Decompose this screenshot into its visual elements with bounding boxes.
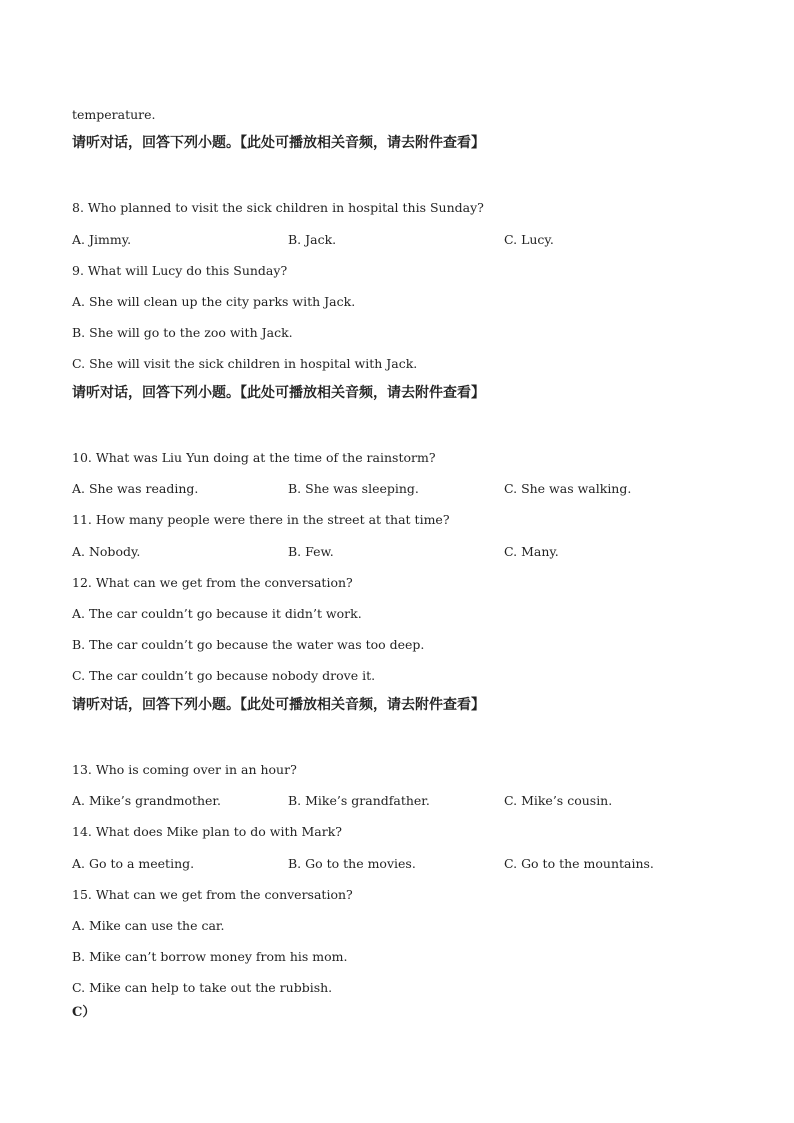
q12-option-a: A. The car couldn’t go because it didn’t work.: [72, 606, 362, 621]
question-14: 14. What does Mike plan to do with Mark?: [72, 824, 343, 839]
question-10: 10. What was Liu Yun doing at the time of the rainstorm?: [72, 450, 436, 465]
q12-option-b: B. The car couldn’t go because the water was too deep.: [72, 637, 425, 652]
q8-option-b: B. Jack.: [288, 232, 337, 247]
question-12: 12. What can we get from the conversation?: [72, 575, 353, 590]
q13-option-a: A. Mike’s grandmother.: [72, 793, 222, 808]
q10-option-b: B. She was sleeping.: [288, 481, 419, 496]
q10-option-c: C. She was walking.: [504, 481, 632, 496]
q9-option-b: B. She will go to the zoo with Jack.: [72, 325, 293, 340]
question-15: 15. What can we get from the conversation?: [72, 887, 353, 902]
q9-option-c: C. She will visit the sick children in hospital with Jack.: [72, 356, 418, 371]
q8-option-c: C. Lucy.: [504, 232, 554, 247]
continued-text: temperature.: [72, 107, 156, 122]
q14-option-b: B. Go to the movies.: [288, 856, 416, 871]
question-8: 8. Who planned to visit the sick children in hospital this Sunday?: [72, 200, 484, 215]
q10-option-a: A. She was reading.: [72, 481, 199, 496]
q13-option-b: B. Mike’s grandfather.: [288, 793, 430, 808]
q15-option-a: A. Mike can use the car.: [72, 918, 225, 933]
q15-option-c: C. Mike can help to take out the rubbish.: [72, 980, 333, 995]
section-label: C）: [72, 1005, 96, 1020]
question-9: 9. What will Lucy do this Sunday?: [72, 263, 288, 278]
q11-option-c: C. Many.: [504, 544, 559, 559]
question-11: 11. How many people were there in the street at that time?: [72, 512, 450, 527]
q14-option-a: A. Go to a meeting.: [72, 856, 195, 871]
q11-option-b: B. Few.: [288, 544, 334, 559]
q11-option-a: A. Nobody.: [72, 544, 141, 559]
listening-instruction: 请听对话，回答下列小题。【此处可播放相关音频，请去附件查看】: [72, 385, 485, 401]
listening-instruction: 请听对话，回答下列小题。【此处可播放相关音频，请去附件查看】: [72, 135, 485, 151]
listening-instruction: 请听对话，回答下列小题。【此处可播放相关音频，请去附件查看】: [72, 697, 485, 713]
question-13: 13. Who is coming over in an hour?: [72, 762, 297, 777]
q13-option-c: C. Mike’s cousin.: [504, 793, 613, 808]
q14-option-c: C. Go to the mountains.: [504, 856, 654, 871]
q8-option-a: A. Jimmy.: [72, 232, 132, 247]
q12-option-c: C. The car couldn’t go because nobody drove it.: [72, 668, 376, 683]
q9-option-a: A. She will clean up the city parks with Jack.: [72, 294, 356, 309]
q15-option-b: B. Mike can’t borrow money from his mom.: [72, 949, 348, 964]
